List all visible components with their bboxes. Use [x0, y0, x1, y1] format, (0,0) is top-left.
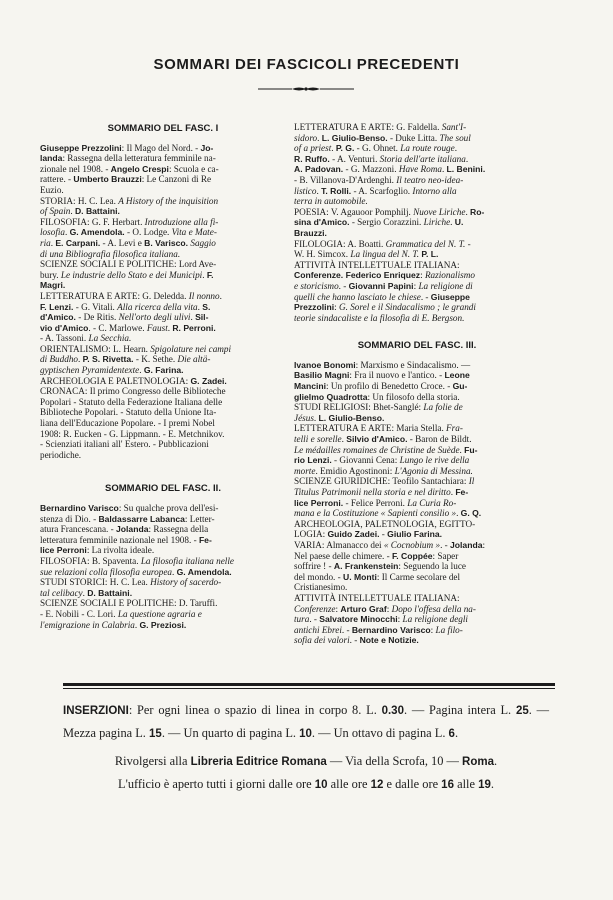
bold-name: Silvio d'Amico.: [346, 434, 408, 445]
italic-title: La religione degli antichi Ebrei: [294, 614, 468, 635]
summary-entry: Ivanoe Bonomi: Marxismo e Sindacalismo. — Basilio Magni: Fra il nuovo e l'antico. - Leone Mancini: Un profilo di Benedetto Croce. - Gu- glielmo Quadrotta: Un filosofo della storia.: [294, 359, 471, 402]
italic-title: Il nonno: [188, 290, 220, 301]
italic-title: Il Titulus Patrimonii nella storia e nel diritto: [294, 476, 475, 497]
summary-entry: FILOSOFIA: B. Spaventa. La filosofia italiana nelle sue relazioni colla filosofia europea. G. Amendola.: [40, 555, 234, 577]
bold-name: Fu- rio Lenzi.: [294, 444, 478, 466]
summary-entry: ARCHEOLOGIA E PALETNOLOGIA: G. Zadei.: [40, 375, 227, 386]
section-heading: SOMMARIO DEL FASC. I: [107, 123, 219, 134]
italic-title: G. Sorel e il Sindacalismo ; le grandi teorie sindacaliste e la filosofia di E. Bergson.: [294, 302, 476, 323]
bold-name: L. Giulio-Benso.: [318, 412, 385, 423]
bold-name: U. Monti: [343, 571, 377, 582]
italic-title: « Cocnobium »: [383, 539, 441, 550]
summary-entry: CRONACA: Il primo Congresso delle Biblioteche Popolari - Statuto della Federazione Italiana delle Biblioteche Popolari. - Statuto della Unione Ita- liana dell'Educazione Popolare. - I premi Nobel 1908: R. Eucken - G. Lippmann. - E. Metchnikov. - Scienziati italiani all' Estero. - Pubblicazioni periodiche.: [40, 386, 226, 460]
summary-entry: STORIA: H. C. Lea. A History of the inquisition of Spain. D. Battaini.: [40, 195, 219, 217]
bold-name: G. Farina.: [143, 365, 184, 376]
summary-entry: VARIA: Almanacco dei « Cocnobium ». - Jolanda: Nel paese delle chimere. - F. Coppée: Saper soffrire ! - A. Frankenstein: Seguendo la luce del mondo. - U. Monti: Il Carme secolare del Cristianesimo.: [294, 539, 486, 593]
bold-name: Conferenze. Federico Enriquez: [294, 270, 421, 281]
bold-name: P. S. Rivetta.: [82, 354, 134, 365]
bold-name: P. G.: [335, 143, 355, 154]
bold-name: Jo- landa: [40, 142, 214, 164]
bold-name: Note e Notizie.: [359, 635, 419, 646]
bold-name: D. Battaini.: [87, 587, 133, 598]
italic-title: The soul of a priest: [294, 132, 471, 154]
bold-name: F. Coppée: [391, 550, 433, 561]
title-ornament: [258, 86, 354, 92]
italic-title: Le industrie dello Stato e dei Municipi: [60, 269, 203, 280]
summary-entry: LETTERATURA E ARTE: Maria Stella. Fra- telli e sorelle. Silvio d'Amico. - Baron de Bildt. Le médailles romaines de Christine de Suède. Fu- rio Lenzi. - Giovanni Cena: Lungo le rive della morte. Emidio Agostinoni: L'Agonia di Messina.: [294, 423, 478, 476]
bold-name: Giuseppe Prezzolini: [294, 291, 470, 313]
bold-name: Bernardino Varisco: [40, 503, 119, 513]
bold-name: Giuseppe Prezzolini: [40, 142, 122, 153]
bold-name: Arturo Graf: [340, 603, 387, 614]
bold-name: E. Carpani.: [55, 237, 101, 248]
bold-name: Umberto Brauzzi: [73, 174, 142, 185]
italic-title: La questione agraria e l'emigrazione in Calabria: [40, 608, 202, 630]
bold-name: Bernardino Varisco: [351, 624, 431, 635]
section-fasc-2-continued: [294, 122, 540, 323]
rule-thick: [63, 683, 555, 686]
section-entries: [294, 360, 540, 646]
italic-title: La religione di quelli che hanno lasciato le chiese: [294, 280, 473, 302]
italic-title: Razionalismo e storicismo: [294, 270, 475, 291]
bold-name: S. d'Amico.: [40, 301, 211, 323]
section-heading: SOMMARIO DEL FASC. II.: [105, 483, 221, 495]
summary-entry: ATTIVITÀ INTELLETTUALE ITALIANA: Conferenze. Federico Enriquez: Razionalismo e storicismo. - Giovanni Papini: La religione di quelli che hanno lasciato le chiese. - Giuseppe Prezzolini: G. Sorel e il Sindacalismo ; le grandi teorie sindacaliste e la filosofia di E. Bergson.: [294, 259, 476, 323]
summary-entry: Giuseppe Prezzolini: Il Mago del Nord. - Jo- landa: Rassegna della letteratura femminile na- zionale nel 1908. - Angelo Crespi: Scuola e ca- rattere. - Umberto Brauzzi: Le Canzoni di Re Euzio.: [40, 142, 219, 195]
section-entries: [294, 122, 540, 323]
bold-name: 10: [314, 778, 328, 791]
section-heading: SOMMARIO DEL FASC. III.: [357, 340, 477, 352]
italic-title: Alla ricerca della vita: [117, 301, 198, 312]
bold-name: Fe- lice Perroni: [40, 534, 212, 556]
summary-entry: FILOSOFIA: G. F. Herbart. Introduzione alla fi- losofia. G. Amendola. - O. Lodge. Vita e Mate- ria. E. Carpani. - A. Levi e B. Varisco. Saggio di una Bibliografia filosofica italiana.: [40, 216, 219, 259]
bold-name: Sil- vio d'Amico: [40, 312, 209, 333]
bold-name: G. Amendola.: [69, 227, 125, 238]
italic-title: Conferenze: [294, 603, 336, 614]
bold-name: Basilio Magni: [294, 370, 350, 381]
italic-title: Fra- telli e sorelle: [294, 423, 463, 445]
italic-title: La folie de Jésus: [294, 402, 463, 423]
italic-title: La filosofia italiana nelle sue relazioni colla filosofia europea: [40, 555, 234, 577]
italic-title: Grammatica del N. T.: [385, 238, 466, 249]
section-entries: [40, 143, 286, 461]
italic-title: Il teatro neo-idea- listico: [294, 174, 464, 196]
spacer: [294, 323, 540, 335]
summary-entry: STUDI RELIGIOSI: Bhet-Sanglé: La folie de Jésus. L. Giulio-Benso.: [294, 402, 463, 423]
italic-title: Intorno alla terra in automobile.: [294, 185, 457, 207]
bold-name: Salvatore Minocchi: [319, 614, 398, 625]
summary-entry: ARCHEOLOGIA, PALETNOLOGIA, EGITTO- LOGIA: Guido Zadei. - Giulio Farina.: [294, 518, 476, 540]
italic-title: La route rouge: [400, 143, 455, 154]
bold-name: INSERZIONI: [63, 705, 129, 717]
bold-name: Guido Zadei.: [327, 529, 380, 540]
bold-name: 15: [149, 727, 162, 740]
summary-entry: LETTERATURA E ARTE: G. Faldella. Sant'I- sidoro. L. Giulio-Benso. - Duke Litta. The soul of a priest. P. G. - G. Ohnet. La route rouge. R. Ruffo. - A. Venturi. Storia dell'arte italiana. A. Padovan. - G. Mazzoni. Have Roma. L. Benini. - B. Villanova-D'Ardenghi. Il teatro neo-idea- listico. T. Rolli. - A. Scarfoglio. Intorno alla terra in automobile.: [294, 122, 486, 207]
italic-title: A History of the inquisition of Spain: [40, 195, 219, 217]
bold-name: Jolanda: [450, 539, 483, 550]
italic-title: Introduzione alla fi- losofia: [40, 216, 219, 238]
bold-name: 12: [370, 778, 384, 791]
italic-title: Dopo l'offesa della na- tura: [294, 603, 476, 625]
summary-entry: FILOLOGIA: A. Boatti. Grammatica del N. T. - W. H. Simcox. La lingua del N. T. P. L.: [294, 238, 471, 260]
italic-title: Spigolature nei campi di Buddho: [40, 343, 232, 365]
bold-name: Jolanda: [116, 524, 149, 535]
bold-name: Fe- lice Perroni.: [294, 487, 469, 508]
italic-title: Vita e Mate- ria: [40, 227, 217, 248]
bold-name: L. Giulio-Benso.: [321, 132, 388, 143]
bold-name: D. Battaini.: [74, 206, 120, 217]
bold-name: F. Magri.: [40, 269, 214, 291]
italic-title: Le médailles romaines de Christine de Suède: [294, 444, 460, 455]
bold-name: A. Padovan.: [294, 164, 344, 175]
insertions-paragraph: INSERZIONI: Per ogni linea o spazio di linea in corpo 8. L. 0.30. — Pagina intera L. 25. — Mezza pagina L. 15. — Un quarto di pagina L. 10. — Un ottavo di pagina L. 6.: [63, 703, 549, 740]
spacer: [40, 460, 286, 478]
section-fasc-2: [40, 484, 286, 630]
address-line: Rivolgersi alla Libreria Editrice Romana — Via della Scrofa, 10 — Roma.: [114, 754, 498, 768]
section-entries: [40, 503, 286, 630]
italic-title: Faust: [146, 322, 168, 333]
italic-title: La lingua del N. T.: [350, 249, 420, 260]
bold-name: P. L.: [421, 249, 439, 260]
bold-name: U. Brauzzi.: [294, 217, 464, 238]
bold-name: L. Benini.: [446, 164, 486, 175]
bold-name: Giulio Farina.: [387, 529, 443, 540]
summary-entry: LETTERATURA E ARTE: G. Deledda. Il nonno. F. Lenzi. - G. Vitali. Alla ricerca della vita. S. d'Amico. - De Ritis. Nell'orto degli ulivi. Sil- vio d'Amico. - C. Marlowe. Faust. R. Perroni. - A. Tassoni. La Secchia.: [40, 290, 222, 344]
italic-title: Lungo le rive della morte: [294, 455, 470, 476]
italic-title: La filo- sofia dei valori: [294, 624, 463, 646]
separator-rule: [63, 683, 555, 689]
bold-name: 10: [299, 727, 312, 740]
section-fasc-3: [294, 341, 540, 646]
bold-name: F. Lenzi.: [40, 301, 74, 312]
bold-name: G. Zadei.: [190, 375, 227, 386]
italic-title: Have Roma: [398, 164, 442, 175]
summary-entry: STUDI STORICI: H. C. Lea. History of sacerdo- tal celibacy. D. Battaini.: [40, 577, 222, 598]
italic-title: Saggio di una Bibliografia filosofica italiana.: [40, 237, 216, 259]
rule-thin: [63, 688, 555, 689]
bold-name: Giovanni Papini: [348, 280, 414, 291]
italic-title: Storia dell'arte italiana: [379, 153, 466, 164]
bold-name: T. Rolli.: [321, 185, 352, 196]
summary-entry: SCIENZE GIURIDICHE: Teofilo Santachiara: Il Titulus Patrimonii nella storia e nel diritto. Fe- lice Perroni. - Felice Perroni. La Curia Ro- mana e la Costituzione « Sapienti consilio ». G. Q.: [294, 476, 482, 519]
bold-name: 25: [515, 705, 529, 717]
bold-name: Roma: [462, 756, 494, 768]
italic-title: La Secchia.: [88, 333, 132, 344]
bold-name: G. Preziosi.: [139, 619, 187, 630]
bold-name: Baldassarre Labanca: [98, 513, 185, 524]
bold-name: Ro- sina d'Amico.: [294, 206, 485, 228]
insertions-notice: [63, 700, 549, 796]
bold-name: B. Varisco.: [144, 237, 189, 248]
summary-entry: SCIENZE SOCIALI E POLITICHE: Lord Ave- bury. Le industrie dello Stato e dei Municipi. F. Magri.: [40, 259, 217, 291]
bold-name: Angelo Crespi: [110, 163, 169, 174]
summary-entry: SCIENZE SOCIALI E POLITICHE: D. Taruffi. - E. Nobili - C. Lori. La questione agraria e l'emigrazione in Calabria. G. Preziosi.: [40, 598, 218, 630]
italic-title: History of sacerdo- tal celibacy: [40, 577, 222, 598]
italic-title: Sant'I- sidoro: [294, 122, 467, 143]
bold-name: R. Ruffo.: [294, 153, 330, 164]
right-column: [294, 122, 540, 646]
summary-entry: ORIENTALISMO: L. Hearn. Spigolature nei campi di Buddho. P. S. Rivetta. - K. Sethe. Die altä- gyptischen Pyramidentexte. G. Farina.: [40, 343, 232, 376]
summary-entry: Bernardino Varisco: Su qualche prova dell'esi- stenza di Dio. - Baldassarre Labanca: Letter- atura Francescana. - Jolanda: Rassegna della letteratura femminile nazionale nel 1908. - Fe- lice Perroni: La rivolta ideale.: [40, 503, 219, 556]
summary-entry: ATTIVITÀ INTELLETTUALE ITALIANA: Conferenze: Arturo Graf: Dopo l'offesa della na- tura. - Salvatore Minocchi: La religione degli antichi Ebrei. - Bernardino Varisco: La filo- sofia dei valori. - Note e Notizie.: [294, 592, 476, 646]
italic-title: Die altä- gyptischen Pyramidentexte: [40, 354, 211, 376]
italic-title: Liriche: [423, 217, 451, 228]
bold-name: 6: [448, 727, 455, 740]
bold-name: Ivanoe Bonomi: [294, 359, 356, 370]
bold-name: R. Perroni.: [172, 322, 216, 333]
bold-name: Libreria Editrice Romana: [190, 756, 327, 768]
bold-name: Leone Mancini: [294, 370, 470, 392]
bold-name: A. Frankenstein: [333, 561, 399, 572]
bold-name: 0.30: [381, 705, 404, 717]
bold-name: 16: [441, 778, 454, 791]
italic-title: L'Agonia di Messina.: [394, 465, 473, 476]
bold-name: 19: [478, 778, 491, 791]
italic-title: La Curia Ro- mana e la Costituzione « Sapienti consilio »: [294, 497, 457, 519]
summary-entry: POESIA: V. Agauoor Pomphilj. Nuove Liriche. Ro- sina d'Amico. - Sergio Corazzini. Liriche. U. Brauzzi.: [294, 206, 485, 238]
page-title: SOMMARI DEI FASCICOLI PRECEDENTI: [153, 56, 460, 73]
italic-title: Nuove Liriche: [413, 206, 466, 217]
left-column: [40, 118, 286, 630]
bold-name: Gu- glielmo Quadrotta: [294, 381, 468, 402]
section-fasc-1: [40, 124, 286, 460]
bold-name: G. Q.: [460, 508, 482, 519]
bold-name: G. Amendola.: [176, 566, 232, 577]
office-hours-line: L'ufficio è aperto tutti i giorni dalle ore 10 alle ore 12 e dalle ore 16 alle 19.: [118, 776, 494, 791]
italic-title: Nell'orto degli ulivi: [118, 312, 191, 323]
